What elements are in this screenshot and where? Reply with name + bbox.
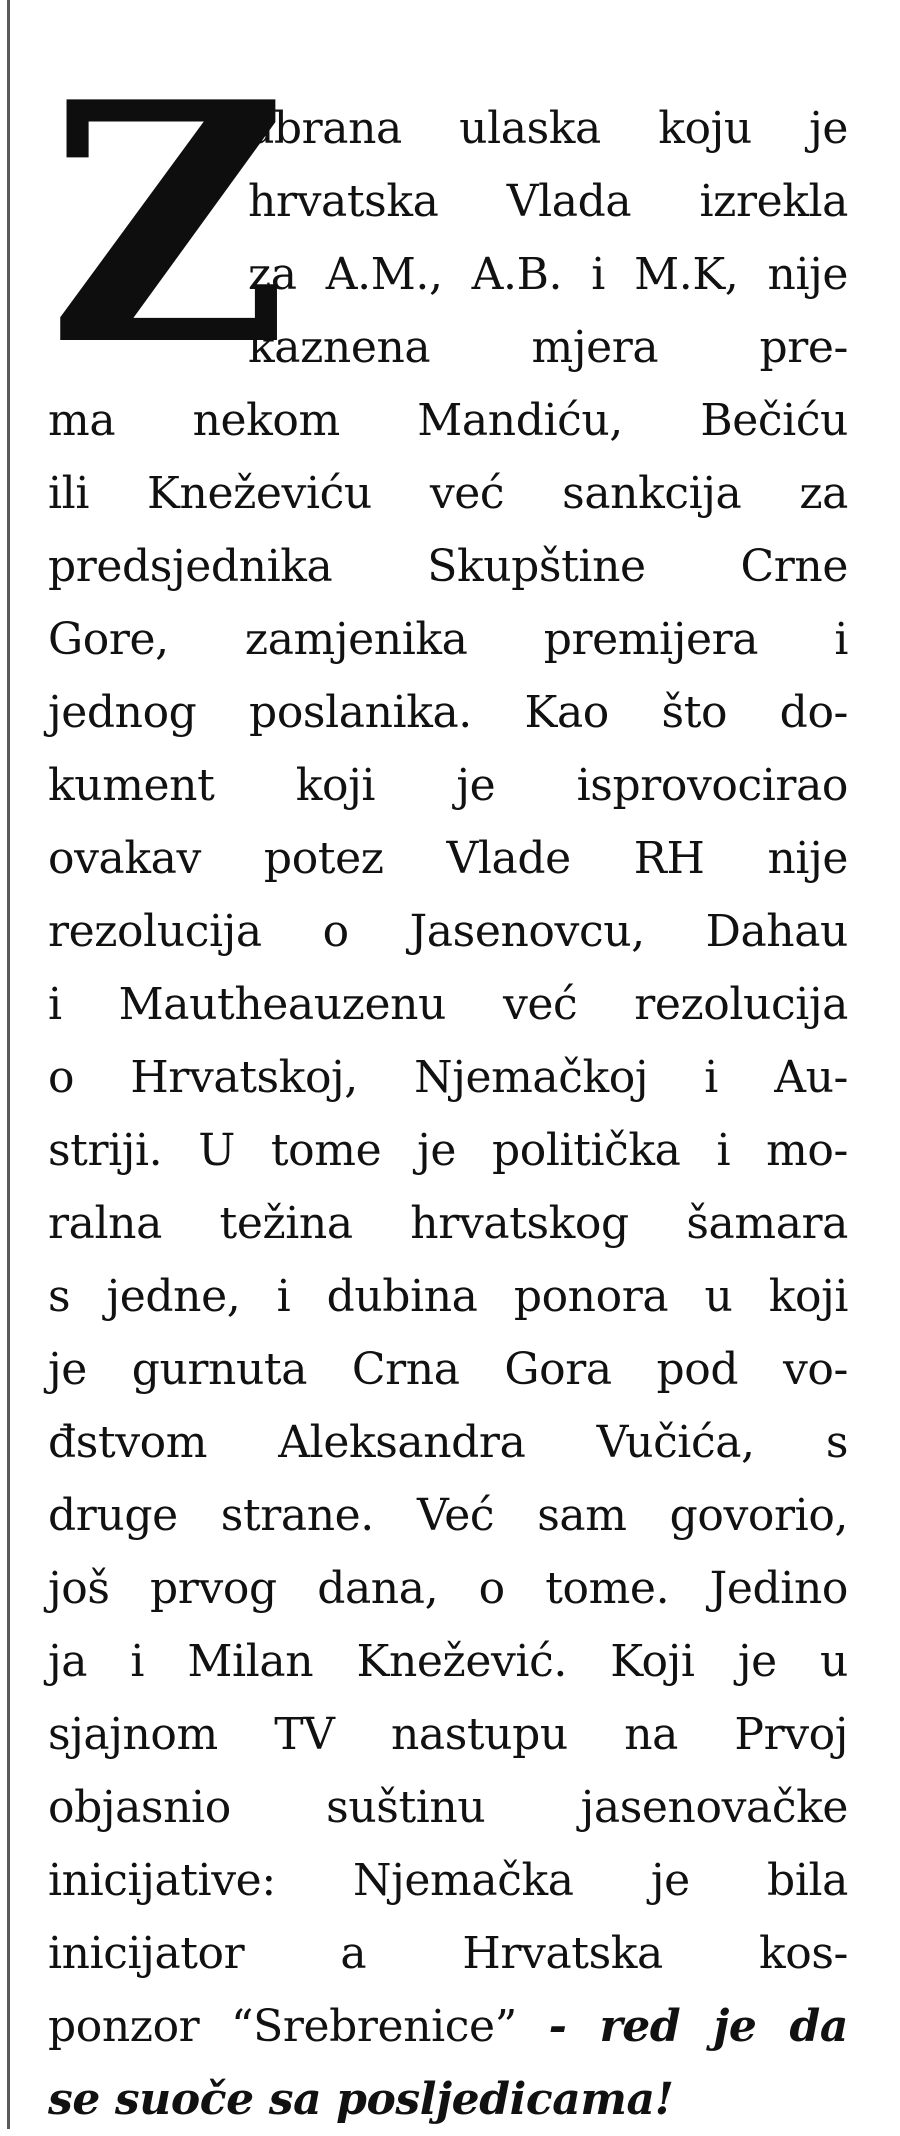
text-line: kument koji je isprovocirao: [48, 760, 848, 811]
text-line: i Mautheauzenu već rezolucija: [48, 979, 848, 1030]
text-line: sjajnom TV nastupu na Prvoj: [48, 1709, 848, 1760]
text-line: je gurnuta Crna Gora pod vo-: [48, 1344, 848, 1395]
text-line: inicijator a Hrvatska kos-: [48, 1928, 848, 1979]
article-column: [48, 30, 849, 2136]
text-line: abrana ulaska koju je: [248, 103, 848, 154]
text-line: o Hrvatskoj, Njemačkoj i Au-: [48, 1052, 848, 1103]
text-line: predsjednika Skupštine Crne: [48, 541, 848, 592]
text-line: ma nekom Mandiću, Bečiću: [48, 395, 848, 446]
text-line: ralna težina hrvatskog šamara: [48, 1198, 848, 1249]
text-line: kaznena mjera pre-: [248, 322, 848, 373]
column-rule: [7, 0, 10, 2129]
text-line: jednog poslanika. Kao što do-: [48, 687, 848, 738]
text-line: [48, 1990, 848, 2063]
text-line: striji. U tome je politička i mo-: [48, 1125, 848, 1176]
italic-text: - red je da: [548, 2001, 849, 2052]
text-line: đstvom Aleksandra Vučića, s: [48, 1417, 848, 1468]
text-line: ja i Milan Knežević. Koji je u: [48, 1636, 848, 1687]
text-line: druge strane. Već sam govorio,: [48, 1490, 848, 1541]
final-italic-line: se suoče sa posljedicama!: [48, 2074, 674, 2125]
text-line: hrvatska Vlada izrekla: [248, 176, 848, 227]
text-line: rezolucija o Jasenovcu, Dahau: [48, 906, 848, 957]
text-line: Gore, zamjenika premijera i: [48, 614, 848, 665]
text-line: s jedne, i dubina ponora u koji: [48, 1271, 848, 1322]
text-segment: ponzor “Srebrenice”: [48, 2001, 517, 2052]
article-body: [48, 30, 849, 2136]
text-line: još prvog dana, o tome. Jedino: [48, 1563, 848, 1614]
drop-cap: Z: [48, 30, 289, 418]
text-line: ovakav potez Vlade RH nije: [48, 833, 848, 884]
text-line: inicijative: Njemačka je bila: [48, 1855, 848, 1906]
text-line: za A.M., A.B. i M.K, nije: [248, 249, 848, 300]
text-line: objasnio suštinu jasenovačke: [48, 1782, 848, 1833]
text-line: ili Kneževiću već sankcija za: [48, 468, 848, 519]
